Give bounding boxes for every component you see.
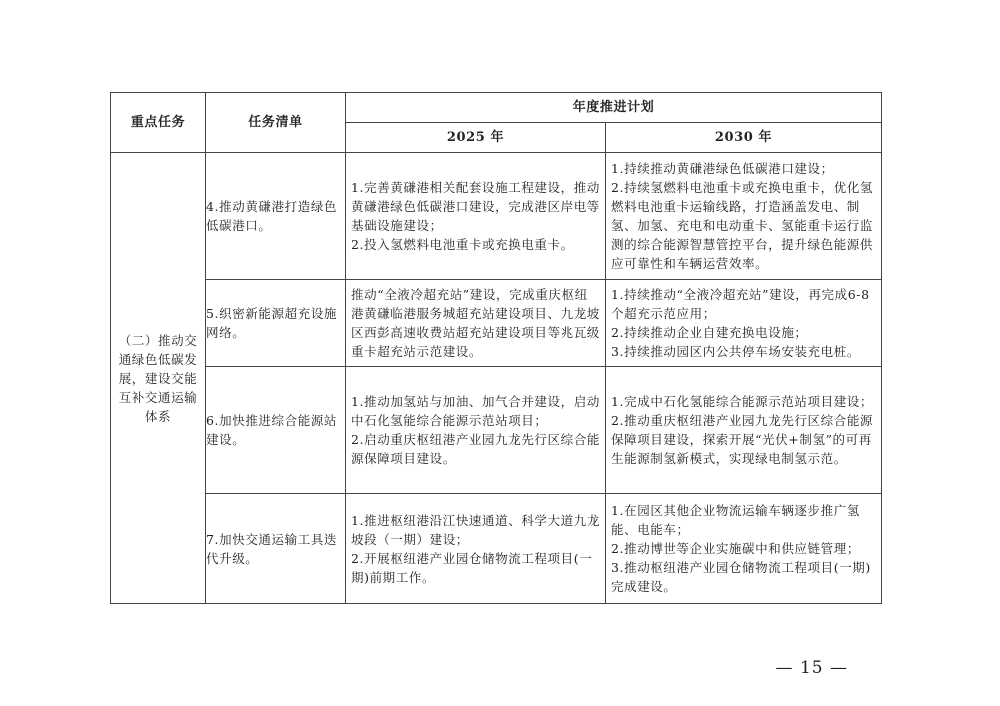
plan-2030-cell (606, 153, 882, 280)
plan-item: 1.在园区其他企业物流运输车辆逐步推广氢能、电能车； (611, 503, 860, 537)
plan-item: 1.持续推动“全液冷超充站”建设，再完成6-8 个超充示范应用； (611, 287, 870, 321)
plan-item: 2.推动重庆枢纽港产业园九龙先行区综合能源保障项目建设，探索开展“光伏+制氢”的可再生能源制氢新模式，实现绿电制氢示范。 (611, 413, 874, 466)
category-cell (111, 153, 206, 604)
page-number: — 15 — (775, 658, 848, 678)
header-2025: 2025 年 (346, 123, 606, 153)
header-2030: 2030 年 (606, 123, 882, 153)
table-row (111, 280, 882, 367)
plan-2030-cell (606, 367, 882, 494)
plan-item: 1.推进枢纽港沿江快速通道、科学大道九龙坡段（一期）建设； (351, 512, 600, 547)
category-text: （二）推动交通绿色低碳发展，建设交能互补交通运输体系 (118, 332, 198, 424)
task-text: 6.加快推进综合能源站建设。 (206, 413, 338, 447)
plan-item: 1.持续推动黄磏港绿色低碳港口建设； (611, 161, 834, 176)
task-cell (206, 280, 346, 367)
table-row (111, 153, 882, 280)
plan-item: 1.完成中石化氢能综合能源示范站项目建设； (611, 394, 874, 409)
task-cell (206, 494, 346, 604)
plan-2025-cell (346, 153, 606, 280)
plan-2025-cell (346, 494, 606, 604)
task-cell (206, 367, 346, 494)
task-text: 7.加快交通运输工具迭代升级。 (206, 531, 338, 566)
plan-item: 2.启动重庆枢纽港产业园九龙先行区综合能源保障项目建设。 (351, 432, 600, 466)
task-cell (206, 153, 346, 280)
header-row-1 (111, 93, 882, 123)
plan-2025-cell (346, 367, 606, 494)
plan-table (110, 92, 882, 604)
plan-2025-cell (346, 280, 606, 367)
table-row (111, 367, 882, 494)
plan-item: 推动“全液冷超充站”建设，完成重庆枢纽港黄磏临港服务城超充站建设项目、九龙坡区西彭高速收费站超充站建设项目等兆瓦级重卡超充站示范建设。 (351, 287, 600, 359)
header-key-task: 重点任务 (111, 93, 206, 153)
plan-item: 1.推动加氢站与加油、加气合并建设，启动中石化氢能综合能源示范站项目； (351, 394, 600, 428)
table-row (111, 494, 882, 604)
plan-2030-cell (606, 494, 882, 604)
header-task-list: 任务清单 (206, 93, 346, 153)
plan-item: 3.推动枢纽港产业园仓储物流工程项目(一期)完成建设。 (611, 560, 871, 594)
task-text: 4.推动黄磏港打造绿色低碳港口。 (206, 199, 338, 233)
plan-item: 2.持续氢燃料电池重卡或充换电重卡，优化氢燃料电池重卡运输线路，打造涵盖发电、制氢、加氢、充电和电动重卡、氢能重卡运行监测的综合能源智慧管控平台，提升绿色能源供应可靠性和车辆运营效率。 (611, 180, 874, 271)
plan-item: 2.开展枢纽港产业园仓储物流工程项目(一期)前期工作。 (351, 550, 593, 585)
plan-item: 2.持续推动企业自建充换电设施； (611, 325, 808, 340)
task-text: 5.织密新能源超充设施网络。 (206, 306, 338, 340)
plan-item: 2.投入氢燃料电池重卡或充换电重卡。 (351, 237, 574, 252)
plan-2030-cell (606, 280, 882, 367)
plan-item: 2.推动博世等企业实施碳中和供应链管理； (611, 541, 860, 556)
header-annual-plan: 年度推进计划 (346, 93, 882, 123)
plan-item: 1.完善黄磏港相关配套设施工程建设，推动黄磏港绿色低碳港口建设，完成港区岸电等基础设施建设； (351, 180, 600, 233)
plan-item: 3.持续推动园区内公共停车场安装充电桩。 (611, 344, 860, 359)
